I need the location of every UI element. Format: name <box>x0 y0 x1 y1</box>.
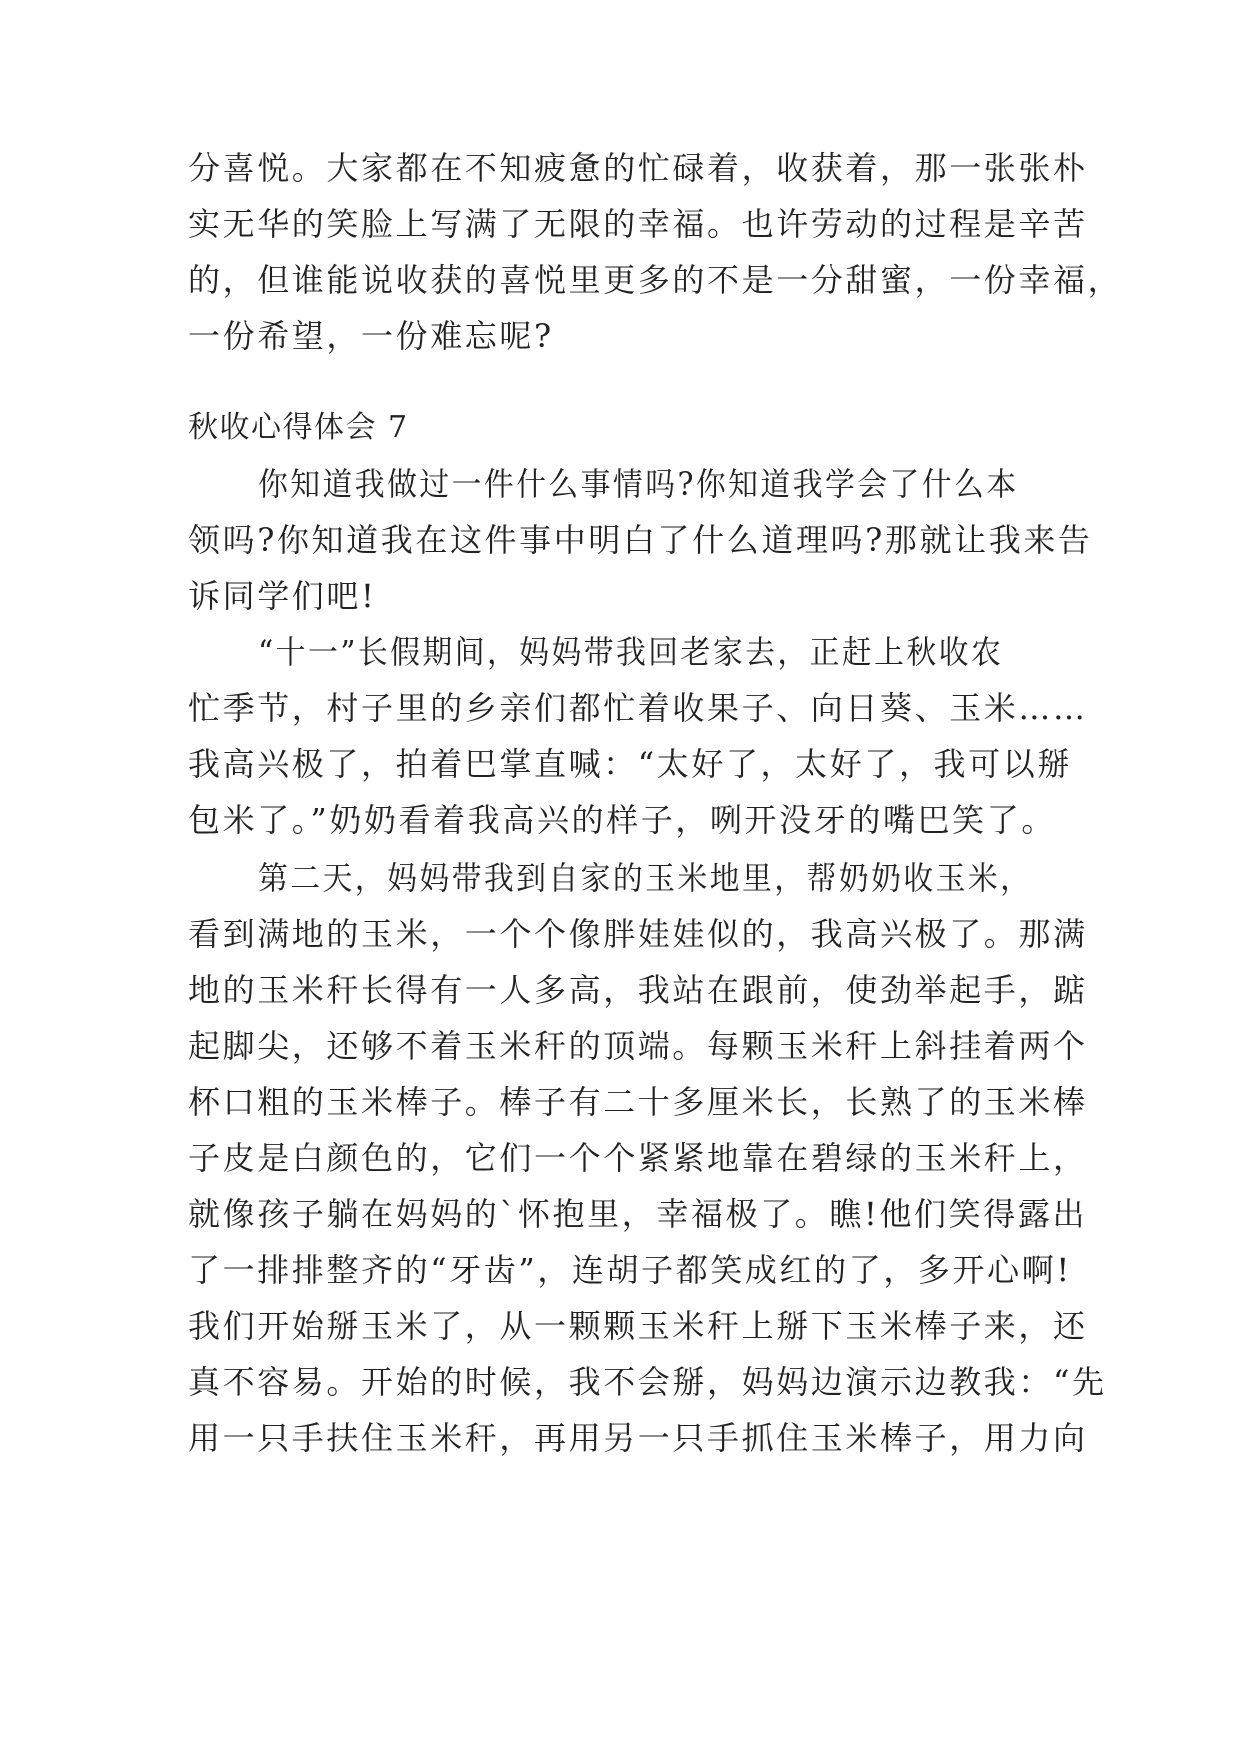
section-heading: 秋收心得体会 7 <box>188 410 409 445</box>
text-line: 诉同学们吧! <box>188 577 377 615</box>
text-line: 第二天，妈妈带我到自家的玉米地里，帮奶奶收玉米， <box>258 859 1033 897</box>
text-line: 你知道我做过一件什么事情吗?你知道我学会了什么本 <box>258 465 1019 503</box>
text-line: 的，但谁能说收获的喜悦里更多的不是一分甜蜜，一份幸福， <box>188 261 1123 299</box>
text-line: 起脚尖，还够不着玉米秆的顶端。每颗玉米秆上斜挂着两个 <box>188 1027 1088 1065</box>
text-line: 实无华的笑脸上写满了无限的幸福。也许劳动的过程是辛苦 <box>188 205 1088 243</box>
text-line: 包米了。”奶奶看着我高兴的样子，咧开没牙的嘴巴笑了。 <box>188 801 1056 839</box>
text-line: “十一”长假期间，妈妈带我回老家去，正赶上秋收农 <box>258 633 1004 671</box>
text-line: 地的玉米秆长得有一人多高，我站在跟前，使劲举起手，踮 <box>188 971 1088 1009</box>
text-line: 我们开始掰玉米了，从一颗颗玉米秆上掰下玉米棒子来，还 <box>188 1307 1088 1345</box>
text-line: 忙季节，村子里的乡亲们都忙着收果子、向日葵、玉米…… <box>188 689 1088 727</box>
text-line: 杯口粗的玉米棒子。棒子有二十多厘米长，长熟了的玉米棒 <box>188 1083 1088 1121</box>
text-line: 就像孩子躺在妈妈的`怀抱里，幸福极了。瞧!他们笑得露出 <box>188 1195 1088 1233</box>
text-line: 领吗?你知道我在这件事中明白了什么道理吗?那就让我来告 <box>188 521 1093 559</box>
text-line: 一份希望，一份难忘呢? <box>188 317 554 355</box>
text-line: 我高兴极了，拍着巴掌直喊：“太好了，太好了，我可以掰 <box>188 745 1072 783</box>
text-line: 真不容易。开始的时候，我不会掰，妈妈边演示边教我：“先 <box>188 1363 1107 1401</box>
text-line: 分喜悦。大家都在不知疲惫的忙碌着，收获着，那一张张朴 <box>188 149 1088 187</box>
text-line: 用一只手扶住玉米秆，再用另一只手抓住玉米棒子，用力向 <box>188 1419 1088 1457</box>
text-line: 子皮是白颜色的，它们一个个紧紧地靠在碧绿的玉米秆上， <box>188 1139 1088 1177</box>
text-line: 看到满地的玉米，一个个像胖娃娃似的，我高兴极了。那满 <box>188 915 1088 953</box>
text-line: 了一排排整齐的“牙齿”，连胡子都笑成红的了，多开心啊! <box>188 1251 1072 1289</box>
